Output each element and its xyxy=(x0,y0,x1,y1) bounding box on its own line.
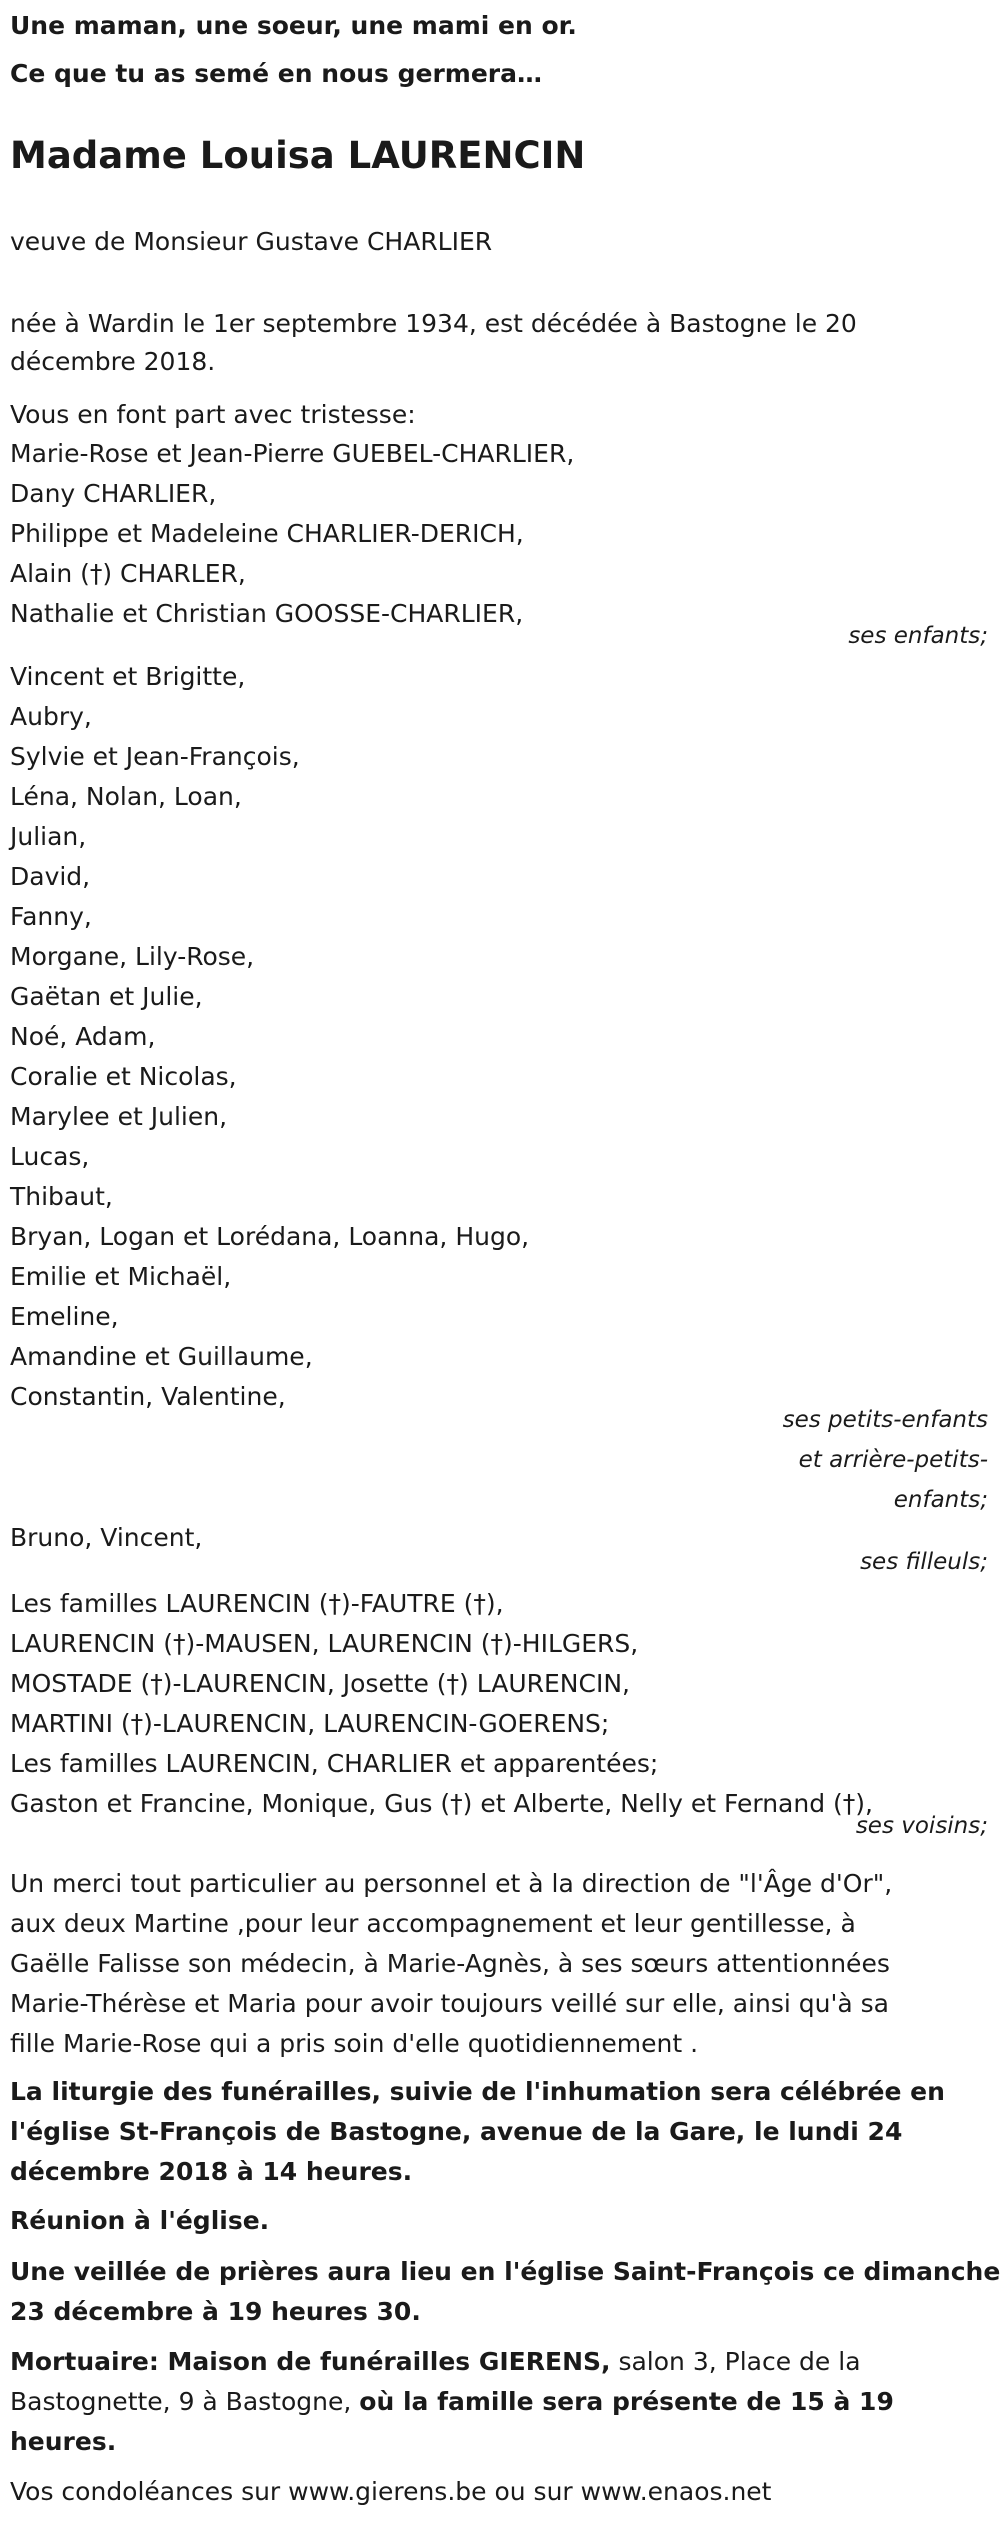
grandchild-line: Léna, Nolan, Loan, xyxy=(10,782,242,811)
family-line: Gaston et Francine, Monique, Gus (†) et Alberte, Nelly et Fernand (†), xyxy=(10,1789,873,1818)
intro-line: Vous en font part avec tristesse: xyxy=(10,400,416,429)
thanks-line: Un merci tout particulier au personnel et à la direction de "l'Âge d'Or", xyxy=(10,1869,893,1898)
funeral-line: l'église St-François de Bastogne, avenue de la Gare, le lundi 24 xyxy=(10,2117,903,2146)
mortuary-line xyxy=(10,2382,894,2422)
birth-death-line: née à Wardin le 1er septembre 1934, est décédée à Bastogne le 20 xyxy=(10,309,857,338)
family-line: Les familles LAURENCIN (†)-FAUTRE (†), xyxy=(10,1589,504,1618)
grandchild-line: Sylvie et Jean-François, xyxy=(10,742,300,771)
grandchild-line: Aubry, xyxy=(10,702,92,731)
godchildren-label: ses filleuls; xyxy=(860,1549,988,1575)
grandchild-line: Vincent et Brigitte, xyxy=(10,662,246,691)
deceased-name: Madame Louisa LAURENCIN xyxy=(10,134,586,177)
grandchildren-label: ses petits-enfants xyxy=(782,1407,988,1433)
family-line: MARTINI (†)-LAURENCIN, LAURENCIN-GOERENS; xyxy=(10,1709,610,1738)
grandchild-line: Gaëtan et Julie, xyxy=(10,982,203,1011)
child-line: Nathalie et Christian GOOSSE-CHARLIER, xyxy=(10,599,524,628)
mortuary-line xyxy=(10,2342,861,2382)
grandchild-line: Fanny, xyxy=(10,902,92,931)
grandchild-line: Coralie et Nicolas, xyxy=(10,1062,237,1091)
grandchild-line: Bryan, Logan et Lorédana, Loanna, Hugo, xyxy=(10,1222,530,1251)
godchildren-line: Bruno, Vincent, xyxy=(10,1523,203,1552)
grandchild-line: Constantin, Valentine, xyxy=(10,1382,286,1411)
child-line: Alain (†) CHARLER, xyxy=(10,559,246,588)
grandchild-line: Emeline, xyxy=(10,1302,119,1331)
family-present-text: où la famille sera présente de 15 à 19 xyxy=(359,2387,894,2416)
family-line: MOSTADE (†)-LAURENCIN, Josette (†) LAURENCIN, xyxy=(10,1669,630,1698)
child-line: Philippe et Madeleine CHARLIER-DERICH, xyxy=(10,519,524,548)
thanks-line: Marie-Thérèse et Maria pour avoir toujours veillé sur elle, ainsi qu'à sa xyxy=(10,1989,889,2018)
birth-death-line: décembre 2018. xyxy=(10,347,216,376)
child-line: Dany CHARLIER, xyxy=(10,479,217,508)
grandchild-line: Thibaut, xyxy=(10,1182,113,1211)
vigil-line: 23 décembre à 19 heures 30. xyxy=(10,2297,421,2326)
grandchild-line: Emilie et Michaël, xyxy=(10,1262,232,1291)
thanks-line: Gaëlle Falisse son médecin, à Marie-Agnès, à ses sœurs attentionnées xyxy=(10,1949,890,1978)
epigraph-line: Une maman, une soeur, une mami en or. xyxy=(10,11,577,40)
grandchildren-label: et arrière-petits- xyxy=(798,1447,988,1473)
children-label: ses enfants; xyxy=(848,623,988,649)
mortuary-label: Mortuaire: Maison de funérailles GIERENS, xyxy=(10,2347,611,2376)
mortuary-address: salon 3, Place de la xyxy=(610,2347,861,2376)
funeral-line: décembre 2018 à 14 heures. xyxy=(10,2157,413,2186)
grandchild-line: Lucas, xyxy=(10,1142,90,1171)
grandchild-line: Julian, xyxy=(10,822,87,851)
mortuary-address: Bastognette, 9 à Bastogne, xyxy=(10,2387,360,2416)
family-line: Les familles LAURENCIN, CHARLIER et apparentées; xyxy=(10,1749,659,1778)
mortuary-hours: heures. xyxy=(10,2427,117,2456)
grandchild-line: Morgane, Lily-Rose, xyxy=(10,942,255,971)
thanks-line: fille Marie-Rose qui a pris soin d'elle quotidiennement . xyxy=(10,2029,699,2058)
family-line: LAURENCIN (†)-MAUSEN, LAURENCIN (†)-HILGERS, xyxy=(10,1629,639,1658)
neighbors-label: ses voisins; xyxy=(855,1813,988,1839)
grandchildren-label: enfants; xyxy=(893,1487,988,1513)
child-line: Marie-Rose et Jean-Pierre GUEBEL-CHARLIER, xyxy=(10,439,575,468)
thanks-line: aux deux Martine ,pour leur accompagnement et leur gentillesse, à xyxy=(10,1909,856,1938)
vigil-line: Une veillée de prières aura lieu en l'église Saint-François ce dimanche xyxy=(10,2257,1000,2286)
grandchild-line: Marylee et Julien, xyxy=(10,1102,228,1131)
grandchild-line: Noé, Adam, xyxy=(10,1022,156,1051)
funeral-line: La liturgie des funérailles, suivie de l'inhumation sera célébrée en xyxy=(10,2077,945,2106)
grandchild-line: Amandine et Guillaume, xyxy=(10,1342,313,1371)
condolences-line: Vos condoléances sur www.gierens.be ou sur www.enaos.net xyxy=(10,2477,772,2506)
spouse-line: veuve de Monsieur Gustave CHARLIER xyxy=(10,227,493,256)
grandchild-line: David, xyxy=(10,862,91,891)
epigraph-line: Ce que tu as semé en nous germera… xyxy=(10,59,543,88)
meeting-line: Réunion à l'église. xyxy=(10,2206,270,2235)
